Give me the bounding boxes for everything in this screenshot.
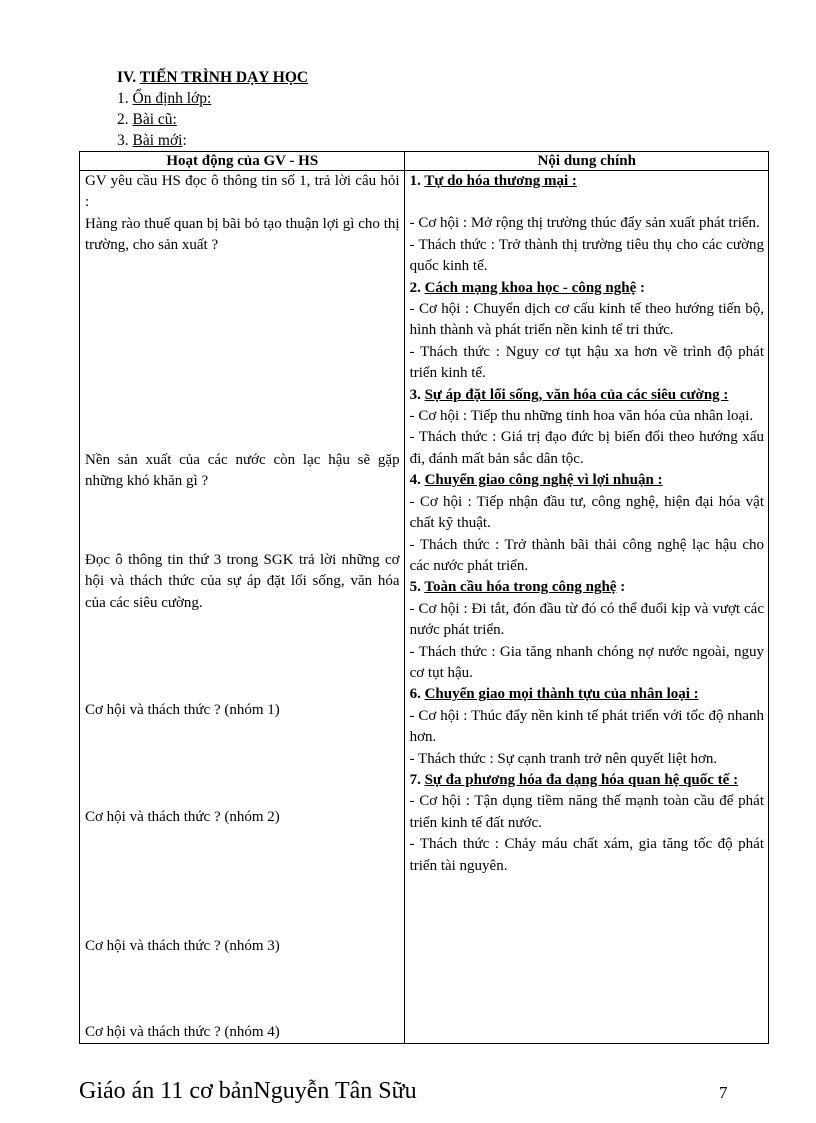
content-section-number: 7. xyxy=(409,771,425,788)
header-activities: Hoạt động của GV - HS xyxy=(80,152,405,171)
activity-text: Hàng rào thuế quan bị bãi bỏ tạo thuận lợi gì cho thị trường, cho sản xuất ? xyxy=(85,215,400,254)
challenge-text: - Thách thức : Chảy máu chất xám, gia tăng tốc độ phát triển tài nguyên. xyxy=(409,836,764,874)
content-section-suffix: : xyxy=(636,279,646,296)
content-cell xyxy=(404,171,768,1044)
step-number: 2. xyxy=(117,111,133,128)
content-section-title-text: Sự đa phương hóa đa dạng hóa quan hệ quốc tế : xyxy=(424,771,739,788)
content-section-number: 3. xyxy=(409,386,425,403)
content-section-suffix: : xyxy=(616,579,626,596)
section-title xyxy=(117,67,308,88)
content-section-title xyxy=(410,470,764,491)
activity-text: Đọc ô thông tin thứ 3 trong SGK trả lời những cơ hội và thách thức của sự áp đặt lối sống, văn hóa của các siêu cường. xyxy=(85,552,400,611)
step-number: 3. xyxy=(117,132,133,149)
activity-block-6 xyxy=(85,936,400,1022)
step-number: 1. xyxy=(117,90,133,107)
content-section-title xyxy=(410,684,764,705)
section-title-text: TIẾN TRÌNH DẠY HỌC xyxy=(139,69,309,86)
content-section-title xyxy=(410,770,764,791)
opportunity-text: - Cơ hội : Mở rộng thị trường thúc đẩy sản xuất phát triển. xyxy=(409,215,760,232)
content-section-title xyxy=(410,577,764,598)
challenge-text: - Thách thức : Sự cạnh tranh trở nên quyết liệt hơn. xyxy=(409,750,718,767)
activity-text: Cơ hội và thách thức ? (nhóm 1) xyxy=(85,702,280,718)
opportunity-text: - Cơ hội : Chuyển dịch cơ cấu kinh tế theo hướng tiến bộ, hình thành và phát triển nền kinh tế tri thức. xyxy=(409,301,764,339)
step-label: Ổn định lớp: xyxy=(132,90,212,107)
content-section-number: 2. xyxy=(409,279,425,296)
content-section-title-text: Cách mạng khoa học - công nghệ xyxy=(424,279,637,296)
activity-block-2 xyxy=(85,450,400,550)
activity-block-4 xyxy=(85,700,400,807)
step-label: Bài cũ: xyxy=(132,111,177,128)
section-number: IV. xyxy=(117,69,140,86)
lesson-progress-heading xyxy=(117,67,308,151)
content-section-title-text: Chuyển giao mọi thành tựu của nhân loại : xyxy=(424,686,699,703)
spacer xyxy=(410,192,764,213)
challenge-text: - Thách thức : Trở thành thị trường tiêu thụ cho các cường quốc kinh tế. xyxy=(409,236,764,275)
content-section-title-text: Toàn cầu hóa trong công nghệ xyxy=(424,579,617,596)
page-number: 7 xyxy=(719,1083,728,1102)
opportunity-text: - Cơ hội : Tiếp nhận đầu tư, công nghệ, hiện đại hóa vật chất kỹ thuật. xyxy=(409,493,764,532)
lesson-table xyxy=(79,151,769,1044)
activity-block-3 xyxy=(85,550,400,700)
content-section-3 xyxy=(410,385,764,471)
content-section-title-text: Chuyển giao công nghệ vì lợi nhuận : xyxy=(424,472,663,489)
opportunity-text: - Cơ hội : Thúc đẩy nền kinh tế phát triển với tốc độ nhanh hơn. xyxy=(409,707,764,746)
activity-block-1 xyxy=(85,171,400,450)
step-suffix: : xyxy=(182,132,187,149)
activity-text: Cơ hội và thách thức ? (nhóm 4) xyxy=(85,1024,280,1040)
challenge-text: - Thách thức : Nguy cơ tụt hậu xa hơn về trình độ phát triển kinh tế. xyxy=(409,343,764,382)
activity-block-7 xyxy=(85,1022,400,1043)
header-content: Nội dung chính xyxy=(404,152,768,171)
content-section-number: 5. xyxy=(409,579,425,596)
content-section-7 xyxy=(410,770,764,877)
challenge-text: - Thách thức : Giá trị đạo đức bị biến đổi theo hướng xấu đi, đánh mất bản sắc dân tộc. xyxy=(409,429,764,467)
content-section-2 xyxy=(410,278,764,385)
activities-cell xyxy=(80,171,405,1044)
content-section-4 xyxy=(410,470,764,577)
content-section-number: 6. xyxy=(409,686,425,703)
table-body-row xyxy=(80,171,769,1044)
step-3 xyxy=(117,130,308,151)
content-section-5 xyxy=(410,577,764,684)
content-section-number: 4. xyxy=(409,472,425,489)
activity-text: GV yêu cầu HS đọc ô thông tin số 1, trả lời câu hỏi : xyxy=(85,173,400,211)
activity-text: Cơ hội và thách thức ? (nhóm 2) xyxy=(85,809,280,825)
content-section-number: 1. xyxy=(409,173,425,189)
opportunity-text: - Cơ hội : Đi tắt, đón đầu từ đó có thể đuổi kịp và vượt các nước phát triển. xyxy=(409,600,764,639)
footer-text: Giáo án 11 cơ bảnNguyễn Tân Sữu xyxy=(79,1078,417,1104)
content-section-1 xyxy=(410,171,764,278)
content-section-title-text: Tự do hóa thương mại : xyxy=(424,173,577,189)
content-section-title xyxy=(410,385,764,406)
challenge-text: - Thách thức : Gia tăng nhanh chóng nợ nước ngoài, nguy cơ tụt hậu. xyxy=(409,643,764,681)
opportunity-text: - Cơ hội : Tiếp thu những tinh hoa văn hóa của nhân loại. xyxy=(409,408,754,425)
activity-text: Cơ hội và thách thức ? (nhóm 3) xyxy=(85,938,280,954)
challenge-text: - Thách thức : Trở thành bãi thải công nghệ lạc hậu cho các nước phát triển. xyxy=(409,536,764,574)
step-1 xyxy=(117,88,308,109)
step-2 xyxy=(117,109,308,130)
content-section-6 xyxy=(410,684,764,770)
content-section-title xyxy=(410,278,764,299)
activity-text: Nền sản xuất của các nước còn lạc hậu sẽ gặp những khó khăn gì ? xyxy=(85,452,400,490)
content-section-title xyxy=(410,171,764,192)
step-label: Bài mới xyxy=(132,132,183,149)
table-header-row xyxy=(80,152,769,171)
activity-block-5 xyxy=(85,807,400,936)
content-section-title-text: Sự áp đặt lối sống, văn hóa của các siêu cường : xyxy=(424,386,729,403)
opportunity-text: - Cơ hội : Tận dụng tiềm năng thế mạnh toàn cầu để phát triển kinh tế đất nước. xyxy=(409,793,764,831)
